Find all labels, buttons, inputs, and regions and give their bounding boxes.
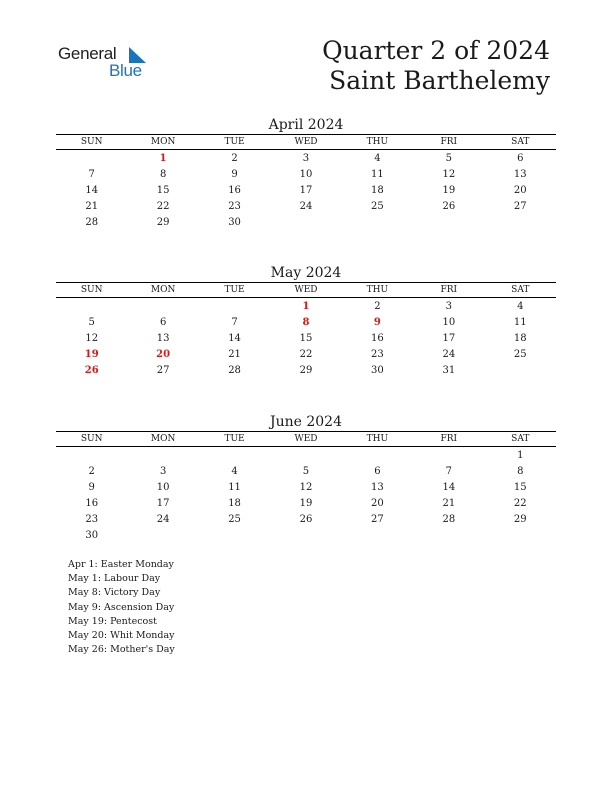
weekday-header: WED [270, 432, 341, 447]
weekday-header: SUN [56, 432, 127, 447]
weekday-header: THU [342, 135, 413, 150]
day-cell: 10 [299, 168, 313, 180]
weekday-header: TUE [199, 135, 270, 150]
holiday-note: May 26: Mother's Day [68, 644, 175, 656]
day-cell: 21 [85, 200, 99, 212]
day-cell: 5 [302, 465, 310, 477]
weekday-header-row [56, 432, 556, 447]
generalblue-logo [58, 44, 158, 84]
weekday-header: FRI [413, 432, 484, 447]
day-cell: 13 [156, 332, 170, 344]
day-cell: 15 [513, 481, 527, 493]
empty-day-cell [127, 298, 198, 315]
day-cell: 11 [228, 481, 241, 493]
day-cell: 1 [517, 449, 524, 461]
day-cell: 7 [231, 316, 238, 328]
week-row [56, 479, 556, 495]
holiday-note: May 9: Ascension Day [68, 601, 175, 613]
day-cell: 27 [513, 200, 527, 212]
day-cell: 24 [442, 348, 456, 360]
day-cell: 10 [156, 481, 170, 493]
week-row [56, 346, 556, 362]
week-row [56, 166, 556, 182]
day-cell: 3 [445, 300, 452, 312]
day-cell: 6 [517, 152, 524, 164]
empty-day-cell [413, 447, 484, 464]
day-cell: 25 [371, 200, 384, 212]
day-cell: 2 [88, 465, 95, 477]
day-cell: 5 [88, 316, 95, 328]
day-cell: 17 [299, 184, 313, 196]
day-cell: 18 [513, 332, 527, 344]
day-cell: 18 [228, 497, 241, 509]
day-cell: 12 [299, 481, 313, 493]
day-cell: 17 [156, 497, 170, 509]
day-cell: 16 [371, 332, 384, 344]
day-cell: 10 [442, 316, 456, 328]
empty-day-cell [413, 527, 484, 543]
day-cell: 22 [513, 497, 527, 509]
weekday-header: TUE [199, 283, 270, 298]
month-title: April 2024 [268, 117, 344, 133]
month-may [56, 264, 556, 378]
holiday-note: May 20: Whit Monday [68, 630, 175, 642]
day-cell: 14 [85, 184, 99, 196]
week-row [56, 198, 556, 214]
week-row [56, 495, 556, 511]
weekday-header: MON [127, 135, 198, 150]
day-cell: 15 [156, 184, 170, 196]
day-cell: 8 [517, 465, 524, 477]
weekday-header: SAT [485, 135, 556, 150]
day-cell: 8 [159, 168, 167, 180]
day-cell: 30 [228, 216, 241, 228]
empty-day-cell [56, 447, 127, 464]
weekday-header: SUN [56, 283, 127, 298]
week-row [56, 150, 556, 167]
empty-day-cell [127, 447, 198, 464]
holiday-note: May 8: Victory Day [68, 587, 161, 599]
weekday-header: FRI [413, 135, 484, 150]
title-quarter: Quarter 2 of 2024 [322, 36, 550, 65]
week-row [56, 182, 556, 198]
day-cell: 23 [228, 200, 241, 212]
week-row [56, 527, 556, 543]
day-cell: 28 [85, 216, 99, 228]
day-cell: 27 [371, 513, 384, 525]
day-cell: 1 [159, 152, 167, 164]
empty-day-cell [342, 447, 413, 464]
day-cell: 28 [442, 513, 456, 525]
week-row [56, 511, 556, 527]
day-cell: 14 [228, 332, 241, 344]
empty-day-cell [270, 447, 341, 464]
weekday-header: MON [127, 283, 198, 298]
empty-day-cell [127, 527, 198, 543]
weekday-header: TUE [199, 432, 270, 447]
empty-day-cell [485, 527, 556, 543]
day-cell: 30 [371, 364, 384, 376]
day-cell: 20 [156, 348, 171, 360]
day-cell: 19 [299, 497, 313, 509]
weekday-header: THU [342, 432, 413, 447]
holiday-note: Apr 1: Easter Monday [68, 559, 174, 570]
day-cell: 29 [513, 513, 527, 525]
day-cell: 9 [88, 481, 95, 493]
day-cell: 31 [442, 364, 456, 376]
page-title [322, 36, 550, 96]
weekday-header: SAT [485, 283, 556, 298]
day-cell: 29 [156, 216, 170, 228]
day-cell: 17 [442, 332, 456, 344]
logo-blue-text: Blue [109, 61, 142, 80]
day-cell: 25 [228, 513, 241, 525]
calendar-grid [56, 282, 556, 378]
day-cell: 5 [445, 152, 452, 164]
day-cell: 25 [513, 348, 527, 360]
day-cell: 2 [374, 300, 381, 312]
day-cell: 16 [228, 184, 241, 196]
holiday-note: May 19: Pentecost [68, 615, 157, 627]
day-cell: 24 [299, 200, 313, 212]
week-row [56, 447, 556, 464]
month-title: June 2024 [269, 414, 342, 430]
day-cell: 9 [373, 316, 381, 328]
weekday-header: SAT [485, 432, 556, 447]
day-cell: 21 [228, 348, 241, 360]
title-country: Saint Barthelemy [329, 66, 550, 95]
day-cell: 26 [84, 364, 99, 376]
calendar-grid [56, 431, 556, 543]
day-cell: 11 [371, 168, 384, 180]
day-cell: 9 [231, 168, 238, 180]
weekday-header: WED [270, 135, 341, 150]
day-cell: 8 [302, 316, 310, 328]
day-cell: 4 [374, 152, 381, 164]
day-cell: 3 [302, 152, 310, 164]
month-title: May 2024 [270, 265, 342, 281]
month-june [56, 413, 556, 543]
day-cell: 13 [513, 168, 527, 180]
day-cell: 4 [517, 300, 524, 312]
day-cell: 18 [371, 184, 384, 196]
calendar-grid [56, 134, 556, 230]
day-cell: 21 [442, 497, 456, 509]
weekday-header: THU [342, 283, 413, 298]
empty-day-cell [342, 214, 413, 230]
month-april [56, 116, 556, 230]
day-cell: 23 [85, 513, 99, 525]
empty-day-cell [199, 298, 270, 315]
weekday-header-row [56, 283, 556, 298]
holiday-notes [68, 558, 175, 657]
empty-day-cell [413, 214, 484, 230]
empty-day-cell [342, 527, 413, 543]
day-cell: 16 [85, 497, 99, 509]
day-cell: 22 [299, 348, 313, 360]
day-cell: 11 [513, 316, 527, 328]
day-cell: 26 [442, 200, 456, 212]
day-cell: 29 [299, 364, 313, 376]
day-cell: 7 [445, 465, 452, 477]
day-cell: 28 [228, 364, 241, 376]
empty-day-cell [485, 362, 556, 378]
day-cell: 3 [159, 465, 167, 477]
day-cell: 19 [84, 348, 99, 360]
week-row [56, 314, 556, 330]
day-cell: 19 [442, 184, 456, 196]
day-cell: 7 [88, 168, 95, 180]
day-cell: 20 [371, 497, 384, 509]
week-row [56, 330, 556, 346]
day-cell: 12 [85, 332, 99, 344]
day-cell: 24 [156, 513, 170, 525]
day-cell: 12 [442, 168, 456, 180]
day-cell: 15 [299, 332, 313, 344]
logo-general-text: General [58, 44, 117, 63]
day-cell: 6 [374, 465, 381, 477]
empty-day-cell [199, 527, 270, 543]
day-cell: 20 [513, 184, 527, 196]
weekday-header: MON [127, 432, 198, 447]
holiday-note: May 1: Labour Day [68, 573, 161, 585]
day-cell: 23 [371, 348, 384, 360]
day-cell: 1 [302, 300, 310, 312]
day-cell: 4 [231, 465, 238, 477]
day-cell: 27 [156, 364, 170, 376]
day-cell: 6 [159, 316, 167, 328]
week-row [56, 298, 556, 315]
empty-day-cell [270, 527, 341, 543]
weekday-header: SUN [56, 135, 127, 150]
day-cell: 26 [299, 513, 313, 525]
empty-day-cell [56, 298, 127, 315]
day-cell: 14 [442, 481, 456, 493]
day-cell: 13 [371, 481, 384, 493]
empty-day-cell [199, 447, 270, 464]
empty-day-cell [485, 214, 556, 230]
day-cell: 22 [156, 200, 170, 212]
day-cell: 30 [85, 529, 99, 541]
week-row [56, 214, 556, 230]
empty-day-cell [270, 214, 341, 230]
weekday-header: WED [270, 283, 341, 298]
weekday-header: FRI [413, 283, 484, 298]
week-row [56, 463, 556, 479]
day-cell: 2 [231, 152, 238, 164]
weekday-header-row [56, 135, 556, 150]
week-row [56, 362, 556, 378]
empty-day-cell [56, 150, 127, 167]
